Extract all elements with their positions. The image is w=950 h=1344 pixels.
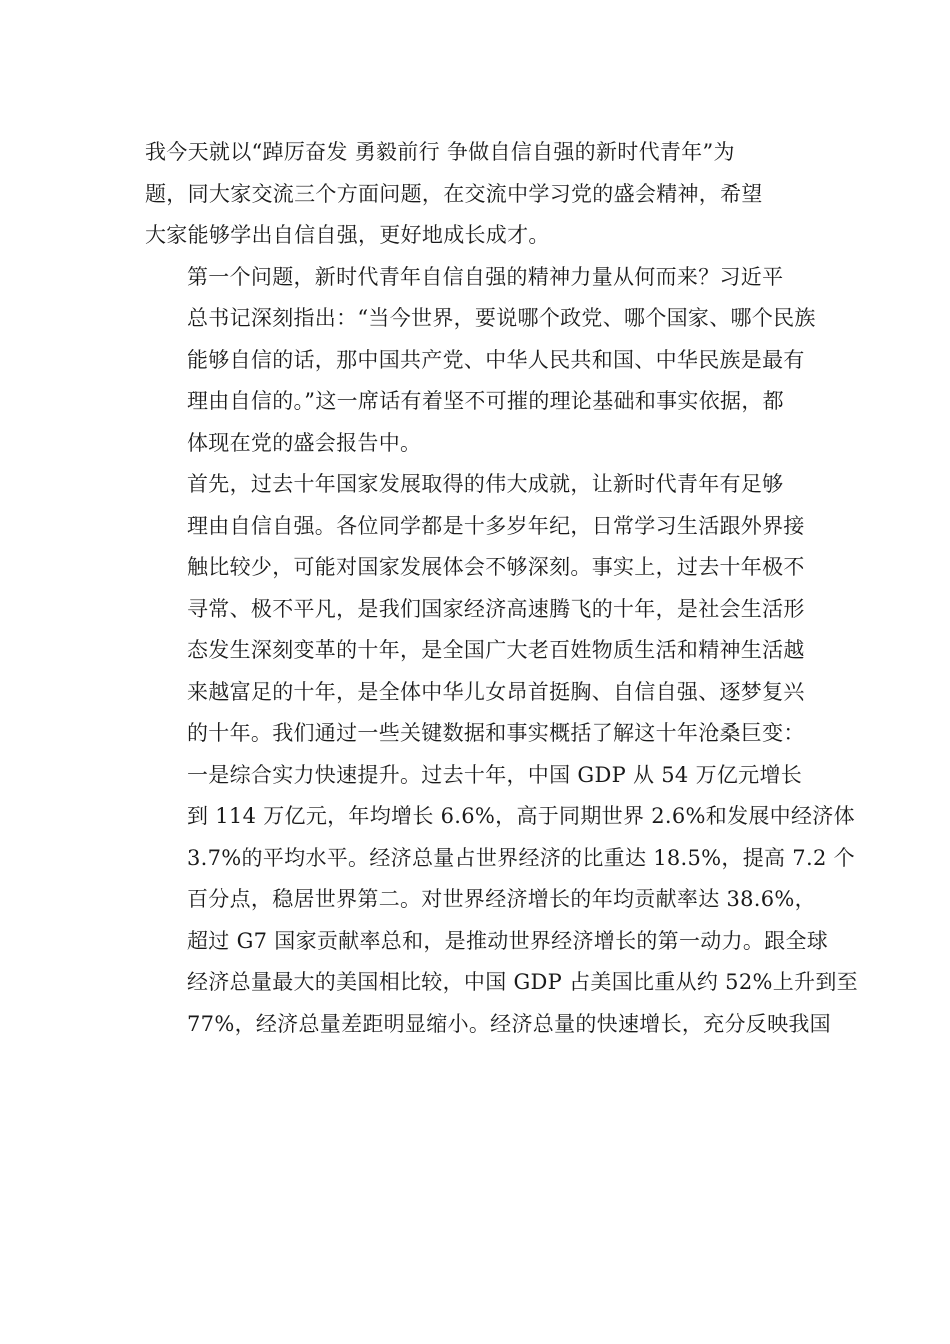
text-line: 百分点，稳居世界第二。对世界经济增长的年均贡献率达 38.6%， [187, 887, 816, 911]
paragraph [145, 464, 805, 755]
text-line: 能够自信的话，那中国共产党、中华人民共和国、中华民族是最有 [187, 347, 805, 372]
text-line: 经济总量最大的美国相比较，中国 GDP 占美国比重从约 52%上升到至 [187, 970, 858, 994]
text-line: 寻常、极不平凡，是我们国家经济高速腾飞的十年，是社会生活形 [187, 596, 805, 621]
text-line: 第一个问题，新时代青年自信自强的精神力量从何而来？习近平 [187, 264, 784, 289]
paragraph [145, 755, 858, 1046]
text-line: 的十年。我们通过一些关键数据和事实概括了解这十年沧桑巨变： [187, 721, 805, 745]
text-line: 题，同大家交流三个方面问题，在交流中学习党的盛会精神，希望 [145, 181, 763, 206]
text-line: 理由自信自强。各位同学都是十多岁年纪，日常学习生活跟外界接 [187, 513, 805, 538]
text-line: 超过 G7 国家贡献率总和，是推动世界经济增长的第一动力。跟全球 [187, 928, 829, 953]
document-body [145, 132, 858, 1045]
text-line: 来越富足的十年，是全体中华儿女昂首挺胸、自信自强、逐梦复兴 [187, 679, 805, 704]
text-line: 态发生深刻变革的十年，是全国广大老百姓物质生活和精神生活越 [187, 638, 805, 662]
text-line: 我今天就以“踔厉奋发 勇毅前行 争做自信自强的新时代青年”为 [145, 140, 735, 164]
text-line: 77%，经济总量差距明显缩小。经济总量的快速增长，充分反映我国 [187, 1011, 831, 1036]
text-line: 首先，过去十年国家发展取得的伟大成就，让新时代青年有足够 [187, 472, 784, 496]
text-line: 触比较少，可能对国家发展体会不够深刻。事实上，过去十年极不 [187, 555, 805, 579]
paragraph [145, 257, 816, 465]
text-line: 总书记深刻指出：“当今世界，要说哪个政党、哪个国家、哪个民族 [187, 306, 816, 330]
text-line: 大家能够学出自信自强，更好地成长成才。 [145, 223, 550, 247]
text-line: 一是综合实力快速提升。过去十年，中国 GDP 从 54 万亿元增长 [187, 762, 803, 787]
text-line: 理由自信的。”这一席话有着坚不可摧的理论基础和事实依据，都 [187, 389, 784, 413]
text-line: 3.7%的平均水平。经济总量占世界经济的比重达 18.5%，提高 7.2 个 [187, 845, 855, 870]
paragraph [145, 132, 805, 257]
text-line: 体现在党的盛会报告中。 [187, 430, 422, 455]
text-line: 到 114 万亿元，年均增长 6.6%，高于同期世界 2.6%和发展中经济体 [187, 804, 855, 828]
